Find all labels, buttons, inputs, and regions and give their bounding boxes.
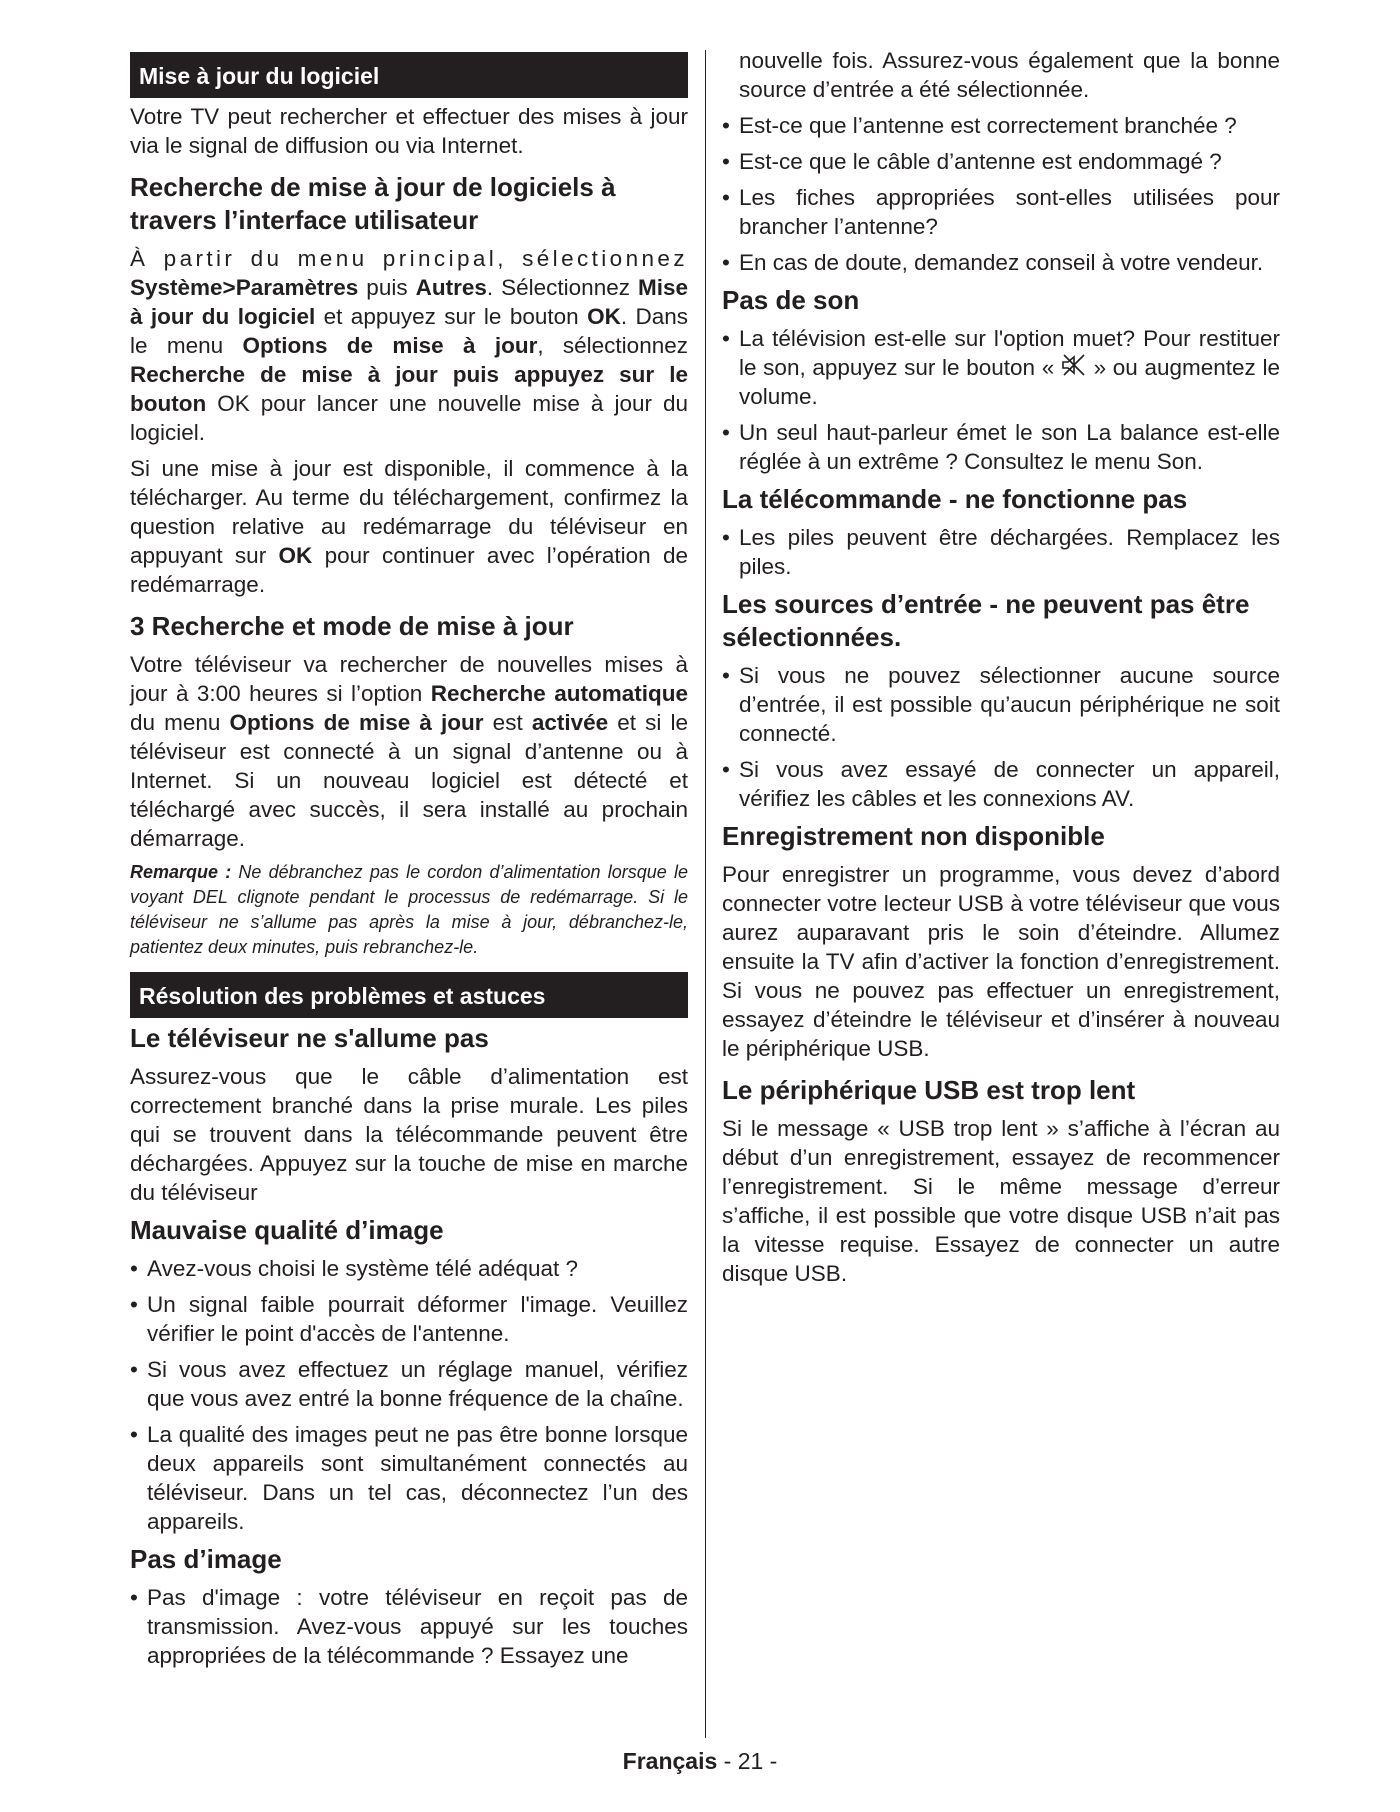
text-run: . Dans le menu: [130, 304, 688, 358]
heading-usb-slow: Le périphérique USB est trop lent: [722, 1075, 1136, 1105]
antenna-list: [722, 111, 1280, 277]
list-item: • La qualité des images peut ne pas être bonne lorsque deux appareils sont simultanément connectés au téléviseur. Dans un tel cas, déconnectez l’un des appareils.: [130, 1420, 688, 1536]
heading-no-sound: Pas de son: [722, 285, 860, 315]
list-item: • Les fiches appropriées sont-elles utilisées pour brancher l’antenne?: [722, 183, 1280, 241]
footer-page-number: - 21 -: [717, 1748, 778, 1774]
bad-image-list: [130, 1254, 688, 1536]
software-update-intro: Votre TV peut rechercher et effectuer des mises à jour via le signal de diffusion ou via Internet.: [130, 104, 688, 158]
note-text: Ne débranchez pas le cordon d’alimentation lorsque le voyant DEL clignote pendant le processus de redémarrage. Si le téléviseur ne s’allume pas après la mise à jour, débranchez-le, patientez deux minutes, puis rebranchez-le.: [130, 862, 688, 957]
left-column: [130, 52, 688, 1677]
text-run: et appuyez sur le bouton: [315, 304, 588, 329]
list-item: • Si vous avez effectuez un réglage manuel, vérifiez que vous avez entré la bonne fréquence de la chaîne.: [130, 1355, 688, 1413]
text-run: . Sélectionnez: [486, 275, 638, 300]
list-item: • Si vous ne pouvez sélectionner aucune source d’entrée, il est possible qu’aucun périphérique ne soit connecté.: [722, 661, 1280, 748]
text-run: pour continuer avec l’opération de redémarrage.: [130, 543, 689, 597]
list-item: • Si vous avez essayé de connecter un appareil, vérifiez les câbles et les connexions AV.: [722, 755, 1280, 813]
text-run: du menu: [130, 710, 230, 735]
bold-run: Système>Paramètres: [130, 275, 359, 300]
page-footer: [0, 1748, 1400, 1775]
text-run: OK pour lancer une nouvelle mise à jour du logiciel.: [130, 391, 688, 445]
text-run: Si une mise à jour est disponible, il commence à la télécharger. Au terme du téléchargement, confirmez la question relative au redémarrage du téléviseur en appuyant sur: [130, 456, 688, 568]
heading-sources: Les sources d’entrée - ne peuvent pas être sélectionnées.: [722, 589, 1250, 652]
bold-run: Recherche de mise à jour puis appuyez sur le bouton: [130, 362, 688, 416]
right-column: [722, 46, 1280, 1295]
list-item: • Un seul haut-parleur émet le son La balance est-elle réglée à un extrême ? Consultez le menu Son.: [722, 418, 1280, 476]
list-item: • Est-ce que l’antenne est correctement branchée ?: [722, 111, 1280, 140]
text-run: La télévision est-elle sur l'option muet? Pour restituer le son, appuyez sur le bouton «: [739, 326, 1280, 380]
section-header-troubleshooting: Résolution des problèmes et astuces: [130, 972, 688, 1018]
paragraph-update-available: [130, 454, 688, 599]
heading-tv-not-on: Le téléviseur ne s'allume pas: [130, 1023, 489, 1053]
heading-bad-image: Mauvaise qualité d’image: [130, 1215, 444, 1245]
note-paragraph: [130, 860, 688, 960]
no-image-list: [130, 1583, 688, 1670]
text-run: et si le téléviseur est connecté à un signal d’antenne ou à Internet. Si un nouveau logiciel est détecté et téléchargé avec succès, il sera installé au prochain démarrage.: [130, 710, 688, 851]
text-run: puis: [358, 275, 416, 300]
bold-run: Recherche automatique: [430, 681, 688, 706]
list-item: • Pas d'image : votre téléviseur en reçoit pas de transmission. Avez-vous appuyé sur les touches appropriées de la télécommande ? Essayez une: [130, 1583, 688, 1670]
no-sound-list: [722, 324, 1280, 476]
continued-paragraph: nouvelle fois. Assurez-vous également que la bonne source d’entrée a été sélectionnée.: [739, 48, 1280, 102]
heading-recording: Enregistrement non disponible: [722, 821, 1105, 851]
heading-ui-update-search: Recherche de mise à jour de logiciels à travers l’interface utilisateur: [130, 172, 616, 235]
remote-list: [722, 523, 1280, 581]
paragraph-usb-slow: Si le message « USB trop lent » s’affiche à l’écran au début d’un enregistrement, essayez de recommencer l’enregistrement. Si le même message d’erreur s’affiche, il est possible que votre disque USB n’ait pas la vitesse requise. Essayez de connecter un autre disque USB.: [722, 1116, 1280, 1286]
heading-3-recherche: 3 Recherche et mode de mise à jour: [130, 611, 574, 641]
list-item: [722, 324, 1280, 411]
bold-run: Options de mise à jour: [229, 710, 484, 735]
mute-icon: [1061, 354, 1087, 376]
text-run: , sélectionnez: [537, 333, 688, 358]
bold-run: Options de mise à jour: [242, 333, 538, 358]
bold-run: OK: [587, 304, 621, 329]
bold-run: Mise à jour du logiciel: [130, 275, 689, 329]
heading-no-image: Pas d’image: [130, 1544, 282, 1574]
text-run: À partir du menu principal, sélectionnez: [130, 246, 688, 271]
paragraph-tv-not-on: Assurez-vous que le câble d’alimentation est correctement branché dans la prise murale. Les piles qui se trouvent dans la télécommande peuvent être déchargées. Appuyez sur la touche de mise en marche du téléviseur: [130, 1064, 688, 1205]
text-run: est: [483, 710, 532, 735]
text-run: Votre téléviseur va rechercher de nouvelles mises à jour à 3:00 heures si l’option: [130, 652, 688, 706]
sources-list: [722, 661, 1280, 813]
list-item: • En cas de doute, demandez conseil à votre vendeur.: [722, 248, 1280, 277]
section-header-software-update: Mise à jour du logiciel: [130, 52, 688, 98]
paragraph-menu-instructions: [130, 244, 688, 447]
list-item: • Est-ce que le câble d’antenne est endommagé ?: [722, 147, 1280, 176]
heading-remote: La télécommande - ne fonctionne pas: [722, 484, 1188, 514]
list-item: • Un signal faible pourrait déformer l'image. Veuillez vérifier le point d'accès de l'antenne.: [130, 1290, 688, 1348]
paragraph-auto-search: [130, 650, 688, 853]
column-divider: [705, 50, 706, 1738]
footer-language: Français: [622, 1748, 718, 1774]
text-run: » ou augmentez le volume.: [739, 355, 1280, 409]
list-item: • Les piles peuvent être déchargées. Remplacez les piles.: [722, 523, 1280, 581]
bold-run: activée: [531, 710, 609, 735]
paragraph-recording: Pour enregistrer un programme, vous devez d’abord connecter votre lecteur USB à votre téléviseur que vous aurez auparavant pris le soin d’éteindre. Allumez ensuite la TV afin d’activer la fonction d’enregistrement. Si vous ne pouvez pas effectuer un enregistrement, essayez d’éteindre le téléviseur et d’insérer à nouveau le périphérique USB.: [722, 862, 1280, 1061]
note-label: Remarque :: [130, 862, 232, 882]
list-item: • Avez-vous choisi le système télé adéquat ?: [130, 1254, 688, 1283]
bold-run: Autres: [415, 275, 487, 300]
bold-run: OK: [278, 543, 313, 568]
